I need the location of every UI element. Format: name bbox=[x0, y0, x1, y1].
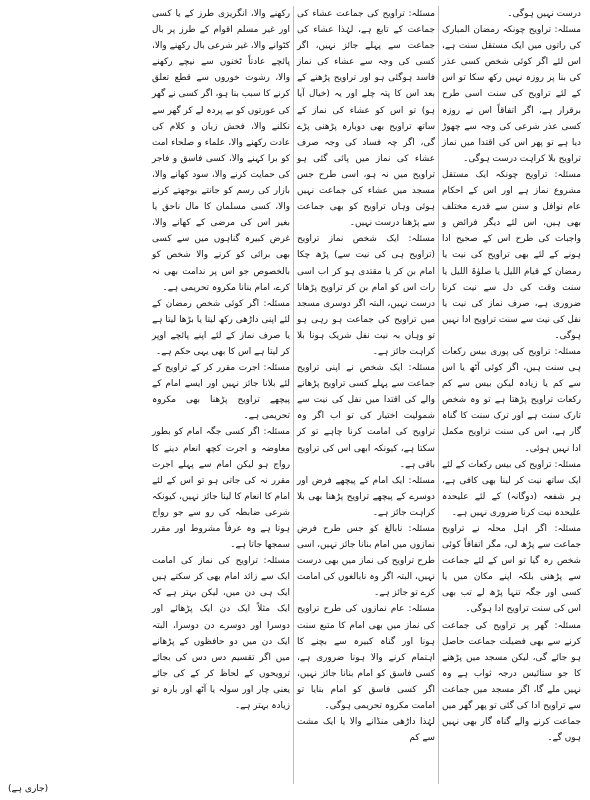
paragraph: مسئلہ: اجرت مقرر کر کے تراویح کے لئے بلانا جائز نہیں اور ایسے امام کے پیچھے تراویح پڑھنا بھی مکروہ تحریمی ہے۔ bbox=[152, 363, 290, 422]
paragraph: مسئلہ: تراویح کی بیس رکعات کے لئے ایک ساتھ نیت کر لینا بھی کافی ہے، ہر شفعہ (دوگانہ) کے لئے علیحدہ علیحدہ نیت کرنا ضروری نہیں ہے۔ bbox=[442, 459, 581, 518]
paragraph: مسئلہ: نابالغ کو جس طرح فرض نمازوں میں امام بنانا جائز نہیں، اسی طرح تراویح کی نماز میں بھی درست نہیں، البتہ اگر وہ نابالغوں کی امامت کرے تو جائز ہے۔ bbox=[297, 524, 435, 599]
paragraph: مسئلہ: ایک امام کے پیچھے فرض اور دوسرے کے پیچھے تراویح پڑھنا بھی بلا کراہت جائز ہے۔ bbox=[297, 475, 435, 518]
paragraph: مسئلہ: اگر کسی جگہ امام کو بطور معاوضہ و اجرت کچھ انعام دینے کا رواج ہو لیکن امام سے پہلے اجرت مقرر نہ کی جاتی ہو تو اس کے لئے امام کا انعام کا لینا جائز نہیں، کیونکہ شرعی ضابطہ کی رو سے جو رواج ہوتا ہے وہ عرفاً مشروط اور مقرر سمجھا جاتا ہے۔ bbox=[152, 427, 290, 551]
paragraph: مسئلہ: تراویح چونکہ رمضان المبارک کی راتوں میں ایک مستقل سنت ہے، اس لئے اگر کوئی شخص کسی عذر کی بنا پر روزہ نہیں رکھ سکا تو اس کے لئے تراویح کی سنت اسی طرح برقرار ہے، اگر اتفاقاً اس نے روزہ کسی عذر شرعی کی وجہ سے چھوڑ دیا ہے تو پھر اس کی اقتدا میں نماز تراویح بلا کراہت درست ہوگی۔ bbox=[442, 25, 581, 164]
paragraph: مسئلہ: ایک شخص نماز تراویح (تراویح ہی کی نیت سے) پڑھ چکا امام بن کر یا مقتدی ہو کر اب اسی رات اس کو امام بن کر تراویح پڑھانا درست نہیں، البتہ اگر دوسری مسجد میں تراویح کی جماعت ہو رہی ہو تو وہاں بہ نیت نفل شریک ہونا بلا کراہت جائز ہے۔ bbox=[297, 234, 435, 357]
paragraph: مسئلہ: تراویح کی پوری بیس رکعات ہی سنت ہیں، اگر کوئی آٹھ یا اس سے کم یا زیادہ لیکن بیس سے کم رکعات تراویح پڑھتا ہے تو وہ شخص تارک سنت ہے اور ترک سنت کا گناہ گار ہے، اس کی سنت تراویح مکمل ادا نہیں ہوئی۔ bbox=[442, 346, 581, 454]
paragraph: مسئلہ: اگر اہل محلہ نے تراویح جماعت سے پڑھ لی، مگر اتفاقاً کوئی شخص رہ گیا تو اس کے لئے جماعت سے پڑھنی بلکہ اپنے مکان میں یا کسی اور جگہ تنہا پڑھ لے تب بھی اس کی سنت تراویح ادا ہوگی۔ bbox=[442, 524, 581, 615]
paragraph: مسئلہ: اگر کوئی شخص رمضان کے لئے اپنی داڑھی رکھ لیتا یا بڑھا لیتا ہے یا صرف نماز کے لئے اپنے پائچے اوپر کر لیتا ہے اس کا بھی یہی حکم ہے۔ bbox=[152, 298, 290, 357]
paragraph: مسئلہ: عام نمازوں کی طرح تراویح کی نماز میں بھی امام کا متبع سنت ہونا اور گناہ کبیرہ سے بچنے کا اہتمام کرنے والا ہونا ضروری ہے، کسی فاسق کو امام بنانا جائز نہیں، اگر کسی فاسق کو امام بنایا تو امامت مکروہ تحریمی ہوگی۔ bbox=[297, 604, 435, 712]
paragraph: مسئلہ: گھر پر تراویح کی جماعت کرنے سے بھی فضیلت جماعت حاصل ہو جائے گی، لیکن مسجد میں پڑھنے کا جو ستائیس درجہ ثواب ہے وہ نہیں ملے گا، اگر مسجد میں جماعت سے تراویح ادا کی گئی تو پھر گھر میں جماعت کرنے والے گناہ گار بھی نہیں ہوں گے۔ bbox=[442, 620, 581, 744]
paragraph: لہٰذا داڑھی منڈانے والا یا ایک مشت سے کم bbox=[297, 717, 435, 744]
text-columns bbox=[6, 6, 584, 784]
column-middle bbox=[294, 6, 439, 784]
paragraph: درست نہیں ہوگی۔ bbox=[507, 9, 581, 19]
column-left bbox=[149, 6, 294, 784]
column-right bbox=[439, 6, 584, 784]
paragraph: مسئلہ: ایک شخص نے اپنی تراویح جماعت سے پہلے کسی تراویح پڑھانے والے کی اقتدا میں نفل کی نیت سے شمولیت اختیار کی تو اب اگر وہ تراویح کی امامت کرنا چاہے تو کر سکتا ہے، کیونکہ ابھی اس کی تراویح باقی ہے۔ bbox=[297, 363, 435, 470]
paragraph: رکھنے والا، انگریزی طرز کے یا کسی اور غیر مسلم اقوام کے طرز پر بال کٹوانے والا، غیر شرعی بال رکھنے والا، پائچے عادتاً ٹخنوں سے نیچے رکھنے والا، رشوت خوروں سے قطع تعلق کرنے کا سبب بنا ہو، اگر کسی نے گھر کی عورتوں کو بے پردہ لے کر گھر سے نکلنے والا، فحش زبان و کلام کی عادت رکھنے والا، علماء و صلحاء امت کو برا کہنے والا، کسی فاسق و فاجر کی حمایت کرنے والا، سود کھانے والا، بازار کی رسم کو جانتے بوجھتے کرنے والا، کسی مسلمان کا مال ناحق یا بغیر اس کی مرضی کے کھانے والا، غرض کبیرہ گناہوں میں سے کسی بھی برائی کو کرنے والا شخص کو بالخصوص جو اس پر ندامت بھی نہ کرے، امام بنانا مکروہ تحریمی ہے۔ bbox=[152, 9, 290, 293]
continued-note: (جاری ہے) bbox=[8, 784, 49, 794]
paragraph: مسئلہ: تراویح کی نماز کی امامت ایک سے زائد امام بھی کر سکتے ہیں ایک ہی دن میں، لیکن بہتر ہے کہ ایک مثلاً ایک دن ایک پڑھائے اور دوسرا اور دوسرے دن دوسرا، البتہ ایک دن میں دو حافظوں کے پڑھانے میں اگر تقسیم دس دس کی بجائے ترویحوں کے لحاظ کر کے کی جائے یعنی چار اور سولہ یا آٹھ اور بارہ تو زیادہ بہتر ہے۔ bbox=[152, 556, 290, 712]
paragraph: مسئلہ: تراویح چونکہ ایک مستقل مشروع نماز ہے اور اس کے احکام عام نوافل و سنن سے قدرے مختلف بھی ہیں، اس لئے دیگر فرائض و واجبات کی طرح اس کے صحیح ادا ہونے کے لئے بھی تراویح کی نیت یا رمضان کے قیام اللیل یا صلوٰۃ اللیل یا سنت وقت کی دل سے نیت کرنا ضروری ہے، صرف نماز کی نیت یا نفل کی نیت سے سنت تراویح ادا نہیں ہوگی۔ bbox=[442, 169, 581, 341]
paragraph: مسئلہ: تراویح کی جماعت عشاء کی جماعت کے تابع ہے، لہٰذا عشاء کی جماعت سے پہلے جائز نہیں، اگر کسی کی وجہ سے عشاء کی نماز فاسد ہوگئی ہو اور تراویح پڑھنے کے بعد اس کا پتہ چلے اور یہ (خیال آیا ہو) تو اس کو عشاء کی نماز کے ساتھ تراویح بھی دوبارہ پڑھنی پڑے گی، اگر چہ فساد کی وجہ صرف عشاء کی نماز میں پائی گئی ہو تراویح میں نہ ہو، اسی طرح جس مسجد میں عشاء کی جماعت نہیں ہوئی وہاں تراویح کو بھی جماعت سے پڑھنا درست نہیں۔ bbox=[297, 9, 435, 229]
